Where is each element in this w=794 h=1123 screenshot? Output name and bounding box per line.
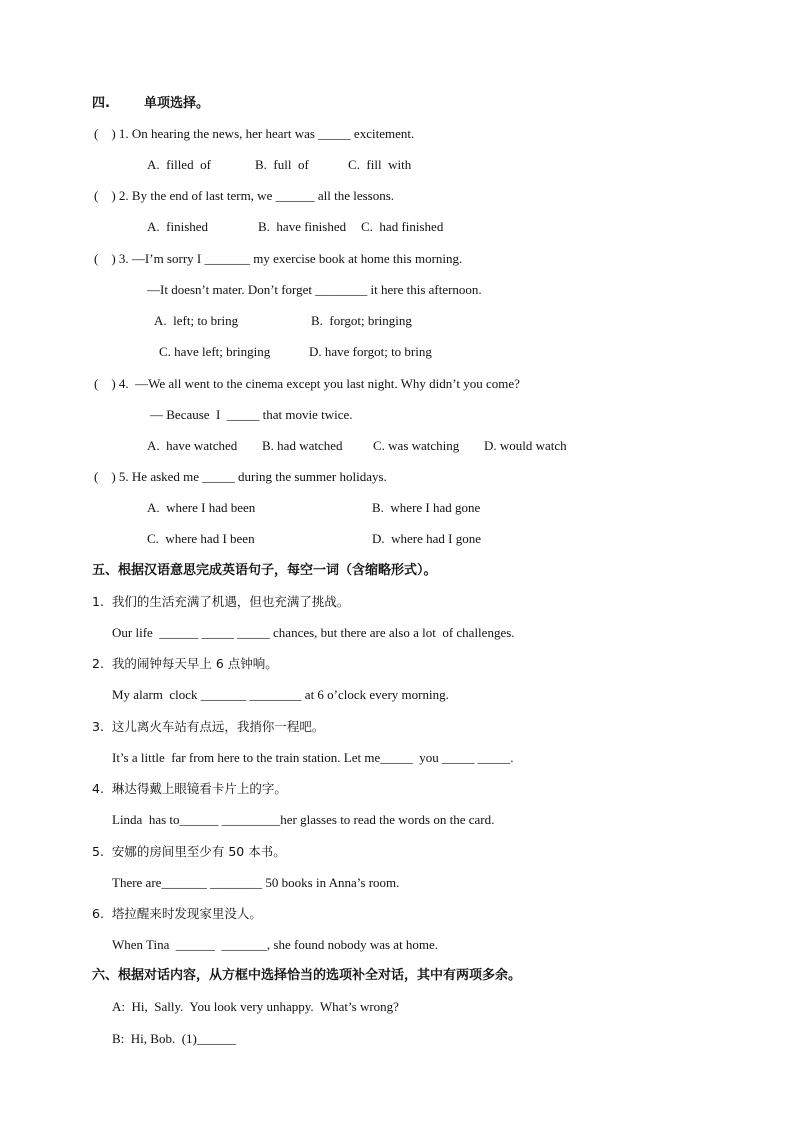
q3-option-c: C. have left; bringing [159,344,271,359]
q3-stem: ( ) 3. —I’m sorry I _______ my exercise book at home this morning. [94,251,463,266]
s5-item1-english: Our life ______ _____ _____ chances, but there are also a lot of challenges. [112,625,515,640]
q2-option-c: C. had finished [361,219,444,234]
q5-option-c: C. where had I been [147,531,255,546]
section6-title: 六、根据对话内容，从方框中选择恰当的选项补全对话，其中有两项多余。 [92,968,522,983]
q3-reply: —It doesn’t mater. Don’t forget ________ it here this afternoon. [147,282,482,297]
q3-option-b: B. forgot; bringing [311,313,412,328]
dialog-line-a: A: Hi, Sally. You look very unhappy. What’s wrong? [112,999,399,1014]
section5-title: 五、根据汉语意思完成英语句子，每空一词（含缩略形式）。 [92,563,437,578]
s5-item2-chinese: 2. 我的闹钟每天早上 6 点钟响。 [92,656,278,671]
q3-option-d: D. have forgot; to bring [309,344,432,359]
s5-item6-english: When Tina ______ _______, she found nobody was at home. [112,937,439,952]
q1-option-c: C. fill with [348,157,412,172]
q1-stem: ( ) 1. On hearing the news, her heart was _____ excitement. [94,126,415,141]
q4-reply: — Because I _____ that movie twice. [150,407,353,422]
s5-item5-english: There are_______ ________ 50 books in Anna’s room. [112,875,400,890]
section4-title: 单项选择。 [144,96,210,111]
s5-item3-english: It’s a little far from here to the train station. Let me_____ you _____ _____. [112,750,514,765]
q4-option-a: A. have watched [147,438,238,453]
q4-option-d: D. would watch [484,438,567,453]
q3-option-a: A. left; to bring [154,313,239,328]
s5-item4-chinese: 4. 琳达得戴上眼镜看卡片上的字。 [92,781,287,796]
q2-option-a: A. finished [147,219,209,234]
q2-option-b: B. have finished [258,219,347,234]
q4-stem: ( ) 4. —We all went to the cinema except you last night. Why didn’t you come? [94,376,520,391]
section4-number: 四. [92,96,110,111]
s5-item1-chinese: 1. 我们的生活充满了机遇，但也充满了挑战。 [92,594,350,609]
q5-option-b: B. where I had gone [372,500,481,515]
s5-item3-chinese: 3. 这儿离火车站有点远，我捎你一程吧。 [92,719,325,734]
q2-stem: ( ) 2. By the end of last term, we ______ all the lessons. [94,188,395,203]
s5-item5-chinese: 5. 安娜的房间里至少有 50 本书。 [92,844,286,859]
dialog-line-b: B: Hi, Bob. (1)______ [112,1031,236,1046]
q4-option-c: C. was watching [373,438,460,453]
q5-option-d: D. where had I gone [372,531,482,546]
s5-item4-english: Linda has to______ _________her glasses to read the words on the card. [112,812,495,827]
q1-option-b: B. full of [255,157,309,172]
q5-stem: ( ) 5. He asked me _____ during the summer holidays. [94,469,387,484]
q1-option-a: A. filled of [147,157,211,172]
q5-option-a: A. where I had been [147,500,256,515]
q4-option-b: B. had watched [262,438,343,453]
s5-item6-chinese: 6. 塔拉醒来时发现家里没人。 [92,906,262,921]
s5-item2-english: My alarm clock _______ ________ at 6 o’clock every morning. [112,687,449,702]
